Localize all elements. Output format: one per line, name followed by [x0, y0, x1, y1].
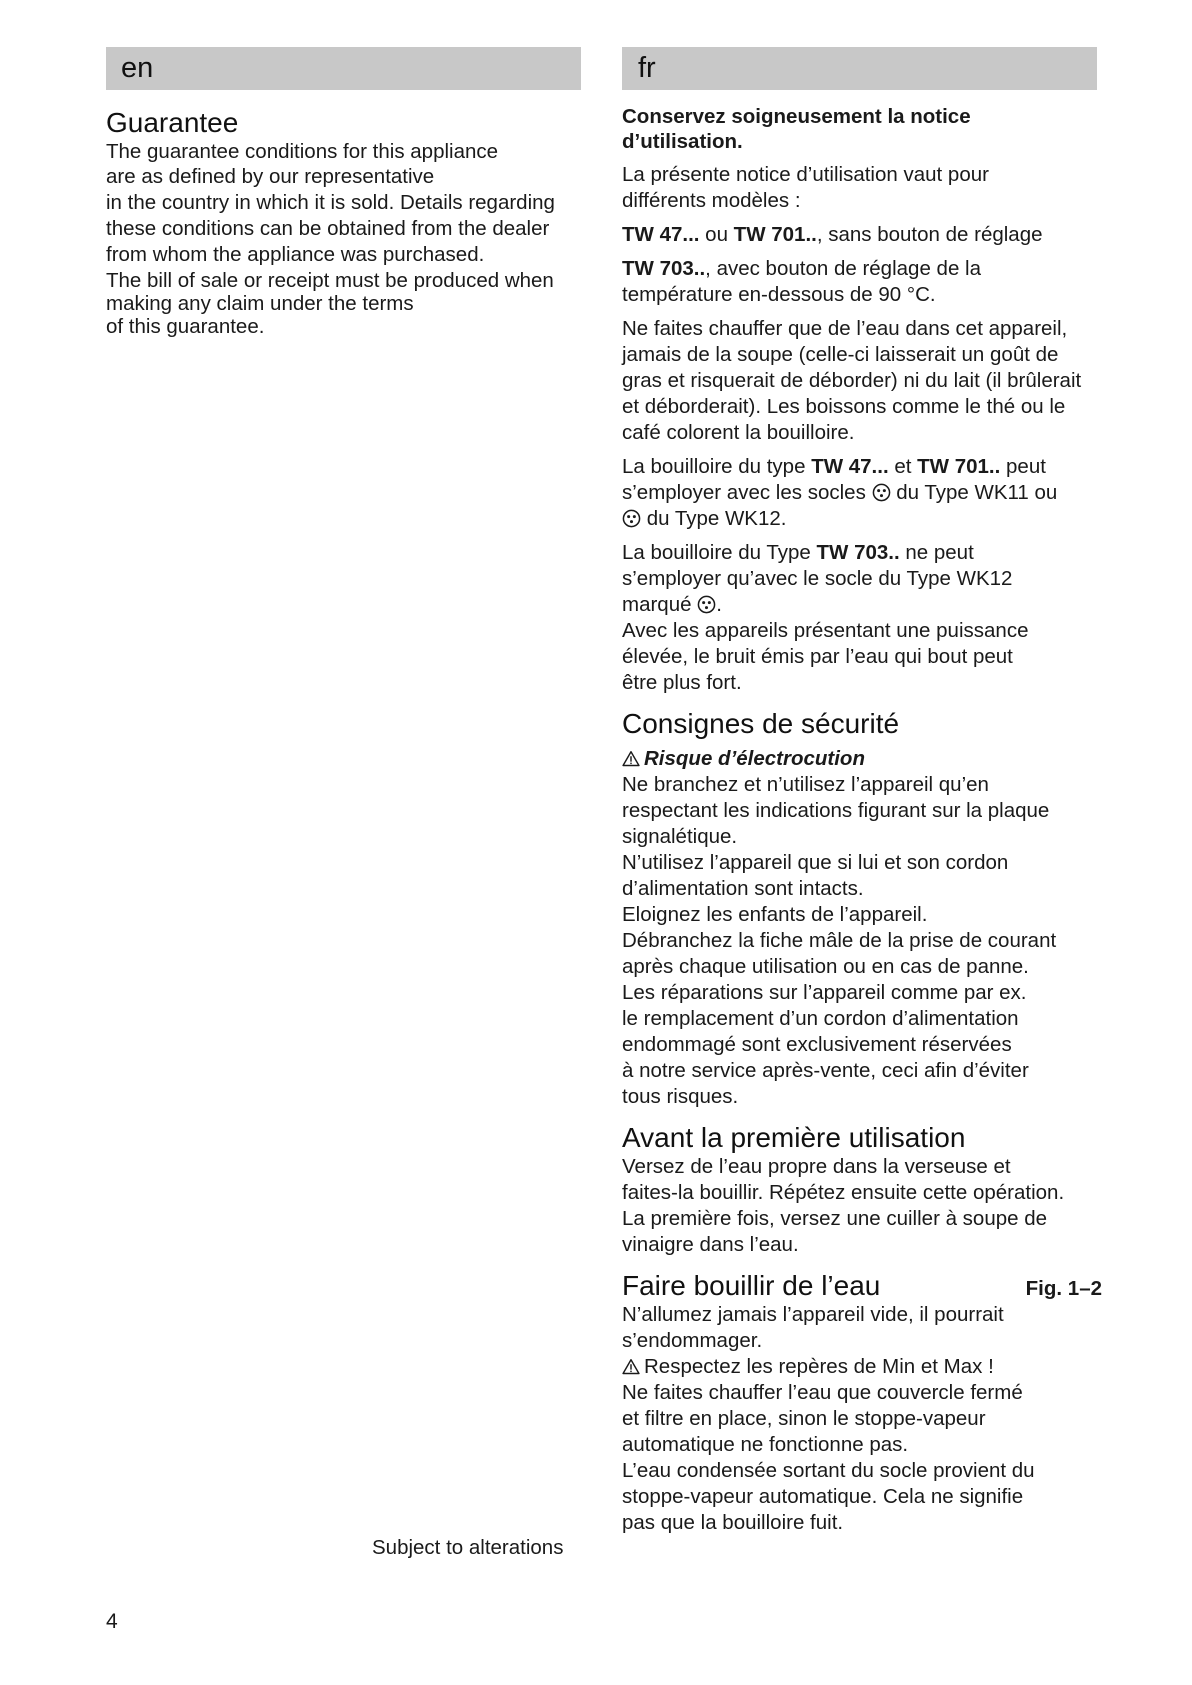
text-span: La bouilloire du type [622, 455, 812, 478]
guarantee-line: from whom the appliance was purchased. [106, 243, 485, 266]
guarantee-line: The bill of sale or receipt must be produced when [106, 269, 554, 292]
model-code: TW 703.. [816, 541, 900, 564]
lang-label-en: en [121, 52, 154, 84]
risk-label: Risque d’électrocution [644, 747, 865, 770]
text-span: La bouilloire du Type [622, 541, 817, 564]
french-column [622, 47, 1102, 1536]
tw703-base-paragraph [622, 540, 1102, 696]
text-line: Ne faites chauffer que de l’eau dans cet appareil, [622, 317, 1068, 340]
text-line: Avec les appareils présentant une puissance [622, 619, 1029, 642]
guarantee-line: these conditions can be obtained from the dealer [106, 217, 550, 240]
text-line: La présente notice d’utilisation vaut pour [622, 163, 989, 186]
guarantee-heading: Guarantee [106, 107, 239, 138]
text-line: d’alimentation sont intacts. [622, 877, 864, 900]
safety-heading: Consignes de sécurité [622, 708, 900, 739]
text-span: Respectez les repères de Min et Max ! [644, 1355, 994, 1378]
text-line: gras et risquerait de déborder) ni du lait (il brûlerait [622, 369, 1082, 392]
text-span: du Type WK12. [641, 507, 787, 530]
text-line: Eloignez les enfants de l’appareil. [622, 903, 928, 926]
text-line: et déborderait). Les boissons comme le thé ou le [622, 395, 1066, 418]
warning-icon [622, 750, 640, 767]
text-line: Ne faites chauffer l’eau que couvercle fermé [622, 1381, 1023, 1404]
text-span: ne peut [899, 541, 974, 564]
text-line: endommagé sont exclusivement réservées [622, 1033, 1012, 1056]
model-code: TW 703.. [622, 257, 706, 280]
boil-section [622, 1302, 1102, 1536]
text-line: différents modèles : [622, 189, 801, 212]
text-line: L’eau condensée sortant du socle provient du [622, 1459, 1035, 1482]
text-line: automatique ne fonctionne pas. [622, 1433, 909, 1456]
guarantee-line: The guarantee conditions for this appliance [106, 140, 499, 163]
text-line: être plus fort. [622, 671, 742, 694]
text-line: Débranchez la fiche mâle de la prise de courant [622, 929, 1057, 952]
text-span: . [716, 593, 722, 616]
text-line: stoppe-vapeur automatique. Cela ne signifie [622, 1485, 1024, 1508]
text-line: s’endommager. [622, 1329, 763, 1352]
text-line: et filtre en place, sinon le stoppe-vapeur [622, 1407, 986, 1430]
model-code: TW 701.. [733, 223, 817, 246]
guarantee-line: of this guarantee. [106, 315, 265, 338]
model-code: TW 47... [811, 455, 889, 478]
models-paragraph [622, 162, 1102, 214]
water-only-paragraph [622, 316, 1102, 446]
english-column [106, 47, 581, 338]
first-use-section [622, 1154, 1102, 1258]
text-line: température en-dessous de 90 °C. [622, 283, 936, 306]
text-line: s’employer qu’avec le socle du Type WK12 [622, 567, 1013, 590]
three-pin-socket-icon [622, 509, 641, 528]
text-line: tous risques. [622, 1085, 739, 1108]
three-pin-socket-icon [697, 595, 716, 614]
base-compat-paragraph [622, 454, 1102, 532]
boil-heading-row [622, 1270, 1102, 1302]
text-span: ou [699, 223, 734, 246]
model-code: TW 701.. [917, 455, 1001, 478]
page-number: 4 [106, 1610, 118, 1633]
text-line: le remplacement d’un cordon d’alimentation [622, 1007, 1019, 1030]
text-span: et [888, 455, 918, 478]
text-line: élevée, le bruit émis par l’eau qui bout peut [622, 645, 1013, 668]
text-span: , avec bouton de réglage de la [705, 257, 981, 280]
intro-notice [622, 104, 1102, 154]
figure-reference: Fig. 1–2 [1025, 1277, 1102, 1300]
text-line: après chaque utilisation ou en cas de panne. [622, 955, 1029, 978]
intro-bold-line: d’utilisation. [622, 130, 743, 153]
text-line: respectant les indications figurant sur la plaque [622, 799, 1050, 822]
text-line: Ne branchez et n’utilisez l’appareil qu’en [622, 773, 989, 796]
lang-label-fr: fr [638, 52, 656, 84]
guarantee-line: are as defined by our representative [106, 165, 435, 188]
text-line: pas que la bouilloire fuit. [622, 1511, 844, 1534]
three-pin-socket-icon [872, 483, 891, 502]
text-span: peut [1000, 455, 1046, 478]
text-line: Les réparations sur l’appareil comme par ex. [622, 981, 1027, 1004]
lang-bar-en [106, 47, 581, 90]
text-line: faites-la bouillir. Répétez ensuite cette opération. [622, 1181, 1065, 1204]
text-line: N’utilisez l’appareil que si lui et son cordon [622, 851, 1009, 874]
text-line: Versez de l’eau propre dans la verseuse et [622, 1155, 1011, 1178]
text-line: jamais de la soupe (celle-ci laisserait un goût de [622, 343, 1059, 366]
text-line: La première fois, versez une cuiller à soupe de [622, 1207, 1048, 1230]
text-line: à notre service après-vente, ceci afin d’éviter [622, 1059, 1029, 1082]
model-tw47-paragraph [622, 222, 1102, 248]
text-span: s’employer avec les socles [622, 481, 872, 504]
guarantee-line: in the country in which it is sold. Details regarding [106, 191, 555, 214]
text-line: signalétique. [622, 825, 738, 848]
text-line: café colorent la bouilloire. [622, 421, 855, 444]
lang-bar-fr [622, 47, 1097, 90]
first-use-heading: Avant la première utilisation [622, 1122, 966, 1153]
model-code: TW 47... [622, 223, 700, 246]
guarantee-line: making any claim under the terms [106, 292, 414, 315]
boil-heading: Faire bouillir de l’eau [622, 1270, 881, 1301]
text-span: , sans bouton de réglage [816, 223, 1043, 246]
safety-section [622, 746, 1102, 1110]
text-span: marqué [622, 593, 698, 616]
subject-to-alterations: Subject to alterations [372, 1536, 564, 1559]
text-line: vinaigre dans l’eau. [622, 1233, 799, 1256]
intro-bold-line: Conservez soigneusement la notice [622, 105, 971, 128]
text-line: N’allumez jamais l’appareil vide, il pourrait [622, 1303, 1004, 1326]
warning-icon [622, 1358, 640, 1375]
model-tw703-paragraph [622, 256, 1102, 308]
guarantee-text [106, 139, 581, 338]
text-span: du Type WK11 ou [890, 481, 1058, 504]
